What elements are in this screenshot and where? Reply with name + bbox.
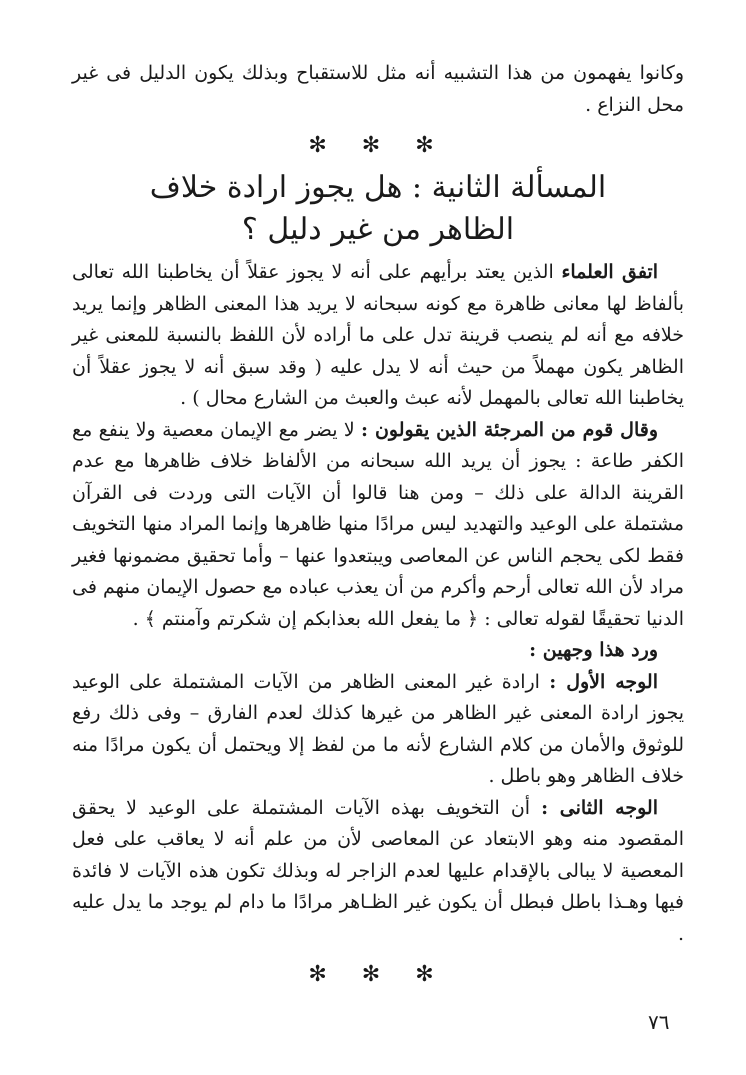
- point-one-lead: الوجه الأول :: [549, 670, 659, 693]
- paragraph-murjia: [72, 415, 684, 636]
- paragraph-point-one: [72, 667, 684, 793]
- page-body: [72, 58, 684, 996]
- intro-paragraph: وكانوا يفهمون من هذا التشبيه أنه مثل للاستقباح وبذلك يكون الدليل فى غير محل النزاع .: [72, 62, 684, 116]
- section-title-line2: الظاهر من غير دليل ؟: [241, 212, 515, 247]
- paragraph-murjia-lead: وقال قوم من المرجئة الذين يقولون :: [361, 418, 658, 441]
- paragraph-consensus: [72, 257, 684, 415]
- paragraph-point-two: [72, 793, 684, 951]
- section-title-line1: المسألة الثانية : هل يجوز ارادة خلاف: [149, 170, 607, 205]
- response-heading: ورد هذا وجهين :: [529, 639, 658, 661]
- paragraph-consensus-text: الذين يعتد برأيهم على أنه لا يجوز عقلاً أن يخاطبنا الله تعالى بألفاظ لها معانى ظاهرة مع كونه سبحانه لا يريد هذا المعنى الظاهر وإنما يريد خلافه مع أنه لم ينصب قرينة تدل على ما أراده لأن اللفظ بالنسبة للمعنى غير الظاهر يكون مهملاً من حيث أنه لا يدل عليه ( وقد سبق أنه لا يجوز عقلاً أن يخاطبنا الله تعالى بالمهمل لأنه عبث والعبث من الشارع محال ) .: [72, 261, 684, 409]
- section-title: [72, 167, 684, 251]
- separator-bottom: ✻ ✻ ✻: [308, 962, 448, 987]
- point-one-text: ارادة غير المعنى الظاهر من الآيات المشتملة على الوعيد يجوز ارادة المعنى غير الظاهر من غيرها كذلك لعدم الفارق – وفى ذلك رفع للوثوق والأمان من كلام الشارع لأنه ما من لفظ إلا ويحتمل أن يكون مرادًا منه خلاف الظاهر وهو باطل .: [72, 670, 684, 787]
- point-two-text: أن التخويف بهذه الآيات المشتملة على الوعيد لا يحقق المقصود منه وهو الابتعاد عن المعاصى لأن من علم أنه لا يعاقب على فعل المعصية لا يبالى بالإقدام عليها لعدم الزاجر له وبذلك تكون هذه الآيات لا فائدة فيها وهـذا باطل فبطل أن يكون غير الظـاهر مرادًا ما دام لم يوجد ما يدل عليه .: [72, 796, 684, 945]
- separator-top: ✻ ✻ ✻: [308, 133, 448, 158]
- page-number: ٧٦: [648, 1010, 670, 1034]
- point-two-lead: الوجه الثانى :: [541, 796, 658, 819]
- paragraph-murjia-text: لا يضر مع الإيمان معصية ولا ينفع مع الكفر طاعة : يجوز أن يريد الله سبحانه من الألفاظ خلاف ظاهرها مع عدم القرينة الدالة على ذلك – ومن هنا قالوا أن الآيات التى وردت فى القرآن مشتملة على الوعيد والتهديد ليس مرادًا منها ظاهرها وإنما المراد منها التخويف فقط لكى يحجم الناس عن المعاصى ويبتعدوا عنها – وأما تحقيق مضمونها فغير مراد لأن الله تعالى أرحم وأكرم من أن يعذب عباده مع حصول الإيمان منهم فى الدنيا تحقيقًا لقوله تعالى : ﴿ ما يفعل الله بعذابكم إن شكرتم وآمنتم ﴾ .: [72, 418, 684, 630]
- paragraph-consensus-lead: اتفق العلماء: [561, 261, 658, 283]
